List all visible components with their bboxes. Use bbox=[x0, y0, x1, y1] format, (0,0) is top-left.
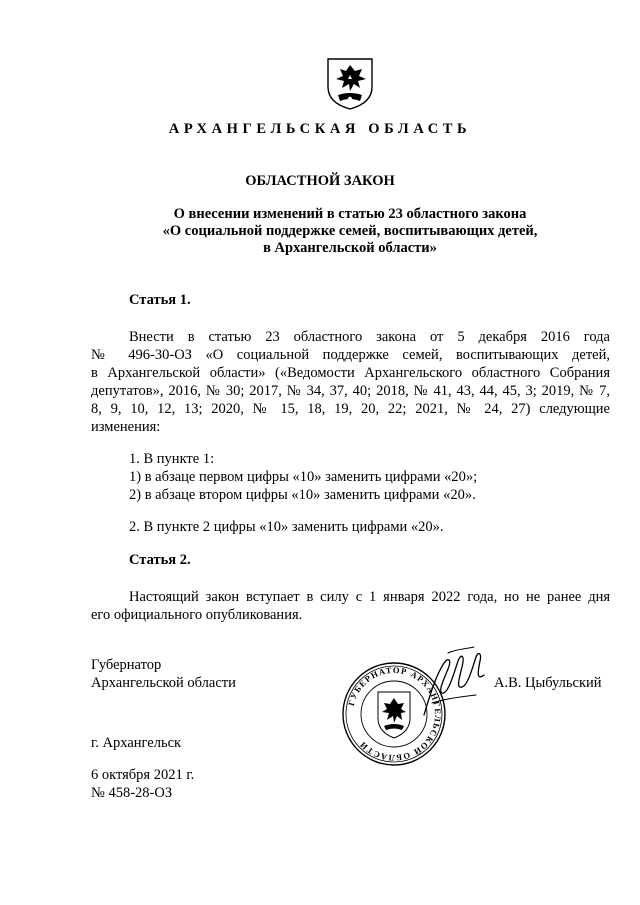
article-1-intro bbox=[91, 328, 610, 436]
text-line: 8, 9, 10, 12, 13; 2020, № 15, 18, 19, 20, 22; 2021, № 24, 27) следующие bbox=[91, 401, 610, 417]
signer-name: А.В. Цыбульский bbox=[494, 675, 602, 691]
city: г. Архангельск bbox=[91, 735, 182, 751]
article-1-item-1: 1. В пункте 1: bbox=[129, 451, 215, 467]
article-2-heading: Статья 2. bbox=[129, 552, 191, 568]
article-1-subitem-2: 2) в абзаце втором цифры «10» заменить цифрами «20». bbox=[129, 487, 476, 503]
region-name: АРХАНГЕЛЬСКАЯ ОБЛАСТЬ bbox=[168, 121, 472, 137]
text-line: в Архангельской области» («Ведомости Архангельского областного Собрания bbox=[91, 365, 610, 381]
signature-icon bbox=[418, 645, 492, 723]
text-line: его официального опубликования. bbox=[91, 607, 303, 623]
text-line: № 496-30-ОЗ «О социальной поддержке семей, воспитывающих детей, bbox=[91, 347, 610, 363]
seal-text: ГУБЕРНАТОР АРХАНГЕЛЬСКОЙ ОБЛАСТИ bbox=[345, 664, 444, 764]
text-line: Настоящий закон вступает в силу с 1 января 2022 года, но не ранее дня bbox=[129, 589, 610, 605]
law-date: 6 октября 2021 г. bbox=[91, 767, 195, 783]
law-number: № 458-28-ОЗ bbox=[91, 785, 173, 801]
law-title-line: О внесении изменений в статью 23 областного закона bbox=[173, 206, 527, 222]
article-1-item-2: 2. В пункте 2 цифры «10» заменить цифрами «20». bbox=[129, 519, 444, 535]
article-2-text bbox=[91, 588, 610, 624]
coat-of-arms-icon bbox=[326, 57, 374, 111]
law-title bbox=[120, 206, 580, 257]
article-1-subitem-1: 1) в абзаце первом цифры «10» заменить цифрами «20»; bbox=[129, 469, 478, 485]
signer-position: Губернатор bbox=[91, 657, 162, 673]
text-line: депутатов», 2016, № 30; 2017, № 34, 37, 40; 2018, № 41, 43, 44, 45, 3; 2019, № 7, bbox=[91, 383, 610, 399]
signer-position: Архангельской области bbox=[91, 675, 236, 691]
law-type: ОБЛАСТНОЙ ЗАКОН bbox=[245, 173, 395, 189]
law-title-line: в Архангельской области» bbox=[263, 240, 437, 256]
article-1-heading: Статья 1. bbox=[129, 292, 191, 308]
law-title-line: «О социальной поддержке семей, воспитывающих детей, bbox=[162, 223, 538, 239]
text-line: Внести в статью 23 областного закона от 5 декабря 2016 года bbox=[129, 329, 610, 345]
text-line: изменения: bbox=[91, 419, 161, 435]
